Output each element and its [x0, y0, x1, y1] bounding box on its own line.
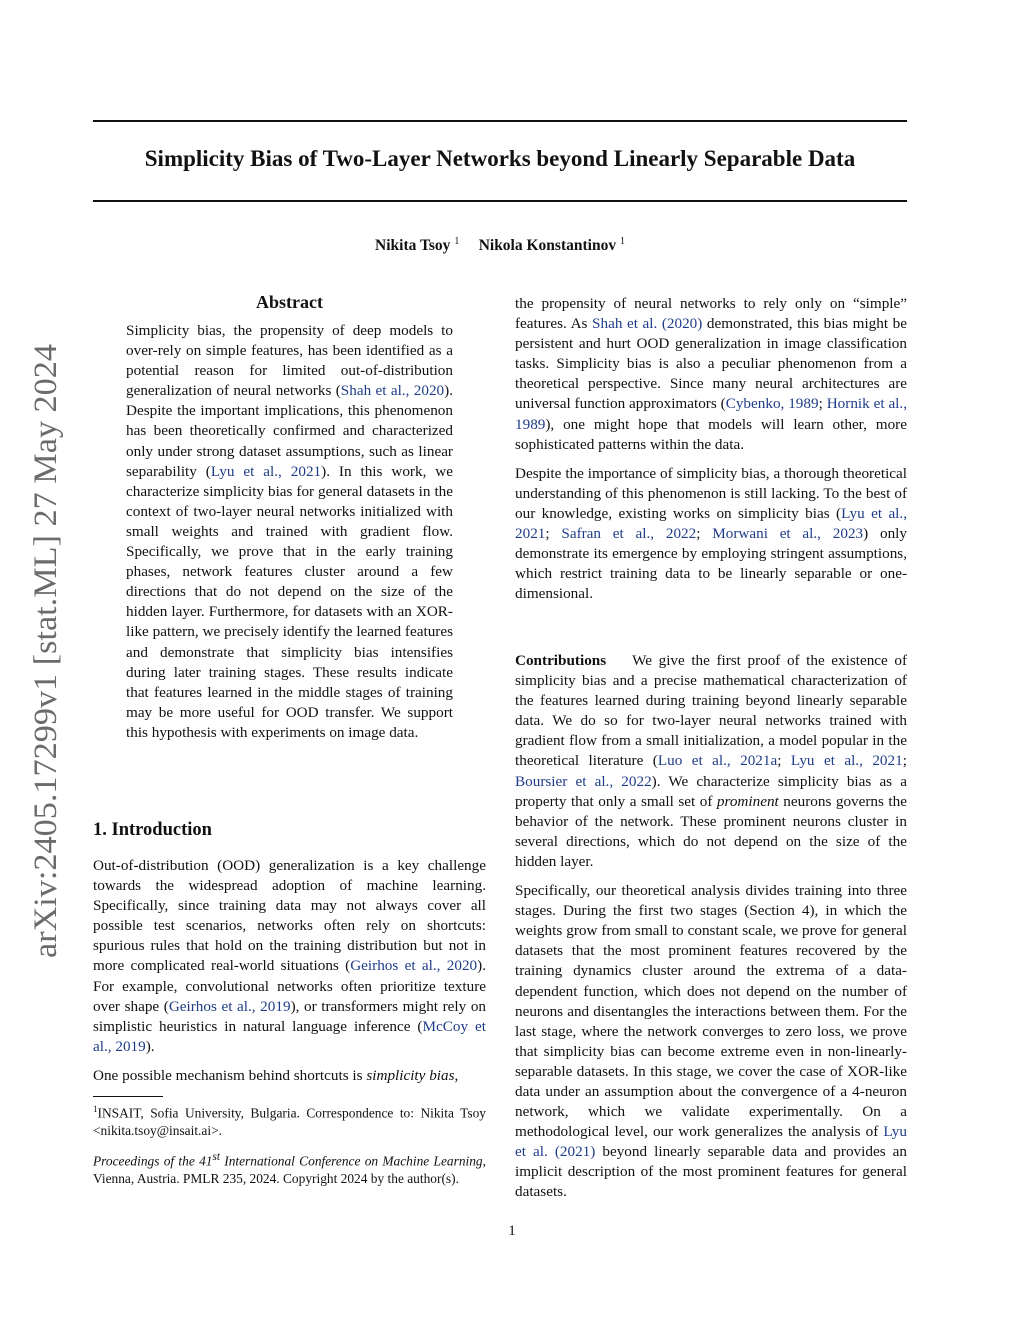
emphasis-text: simplicity bias	[366, 1066, 455, 1084]
intro-text: Out-of-distribution (OOD) generalization is a key challenge towards the widespread adoption of machine learning. Specifically, since training data may not always cover all possible test scenarios, networks often rely on shortcuts: spurious rules that hold on the training distribution but not in more complicated real-world situations (	[93, 857, 486, 975]
body-text: the propensity of neural networks to rely only on “simple” features. As	[515, 295, 907, 333]
body-text: demonstrated, this bias might be persistent and hurt OOD generalization in image classification tasks. Simplicity bias is also a peculiar phenomenon from a theoretical perspective. Since many neural architectures are universal function approximators (	[515, 315, 907, 413]
author-affiliation-mark: 1	[619, 236, 625, 247]
citation-link[interactable]: Lyu et al., 2021	[790, 752, 903, 770]
abstract-heading: Abstract	[256, 292, 323, 312]
citation-link[interactable]: Geirhos et al., 2020	[350, 957, 478, 975]
intro-text: One possible mechanism behind shortcuts is	[93, 1066, 367, 1084]
proceedings-note	[93, 1148, 486, 1188]
citation-link[interactable]: McCoy et al., 2019	[93, 1017, 486, 1055]
intro-paragraph	[93, 856, 486, 1057]
contributions-heading: Contributions	[515, 652, 607, 669]
body-paragraph	[515, 294, 907, 455]
author-name: Nikola Konstantinov	[478, 237, 617, 255]
body-text: ). We characterize simplicity bias as a property that only a small set of	[515, 772, 907, 810]
citation-link[interactable]: Boursier et al., 2022	[515, 772, 652, 790]
body-text: ) only demonstrate its emergence by employing stringent assumptions, which restrict training data to be linearly separable or one-dimensional.	[515, 525, 907, 603]
body-paragraph	[515, 651, 907, 872]
intro-paragraph	[93, 1066, 486, 1086]
body-text: neurons governs the behavior of the network. These prominent neurons cluster in several directions, which do not depend on the size of the hidden layer.	[515, 792, 907, 870]
body-text: We give the first proof of the existence of simplicity bias and a precise mathematical characterization of the features learned during training beyond linearly separable data. We do so for two-layer neural networks trained with gradient flow from a small initialization, a model popular in the theoretical literature (	[515, 652, 908, 770]
citation-link[interactable]: Morwani et al., 2023	[712, 525, 864, 543]
body-text: ;	[777, 752, 791, 770]
page-number: 1	[508, 1223, 516, 1239]
proceedings-text: , Vienna, Austria. PMLR 235, 2024. Copyright 2024 by the author(s).	[93, 1153, 486, 1187]
citation-link[interactable]: Lyu et al., 2021	[515, 504, 907, 543]
emphasis-text: prominent	[716, 792, 779, 810]
paper-title: Simplicity Bias of Two-Layer Networks beyond Linearly Separable Data	[144, 146, 856, 171]
citation-link[interactable]: Lyu et al., 2021	[210, 462, 322, 480]
footnote-text: INSAIT, Sofia University, Bulgaria. Correspondence to: Nikita Tsoy <nikita.tsoy@insait.ai>.	[93, 1105, 486, 1139]
footnote-mark: 1	[93, 1104, 98, 1114]
intro-text: ), or transformers might rely on simplistic heuristics in natural language inference (	[93, 997, 487, 1035]
proceedings-text: Proceedings of the	[93, 1153, 200, 1169]
intro-text: ).	[145, 1037, 155, 1055]
body-text: ), one might hope that models will learn other, more sophisticated patterns within the data.	[515, 415, 907, 453]
contributions-body	[515, 651, 907, 1203]
abstract-paragraph	[126, 321, 453, 743]
arxiv-stamp-svg	[14, 338, 74, 958]
body-paragraph	[515, 881, 907, 1203]
author-affiliation-mark: 1	[454, 236, 460, 247]
abstract-body	[126, 321, 453, 743]
body-text: Specifically, our theoretical analysis divides training into three stages. During the first two stages (Section 4), in which the weights grow from small to constant scale, we prove for general datasets that the most prominent features recovered by the training dynamics cluster around the extrema of a data-dependent function, which does not depend on the number of neurons and disentangles the interactions between them. For the last stage, where the network converges to zero loss, we prove that simplicity bias can become extreme even in non-linearly-separable datasets. In this stage, we cover the case of XOR-like data under an assumption about the convergence of a 4-neuron network, which we validate experimentally. On a methodological level, our work generalizes the analysis of	[515, 882, 907, 1141]
citation-link[interactable]: Cybenko, 1989	[725, 395, 819, 413]
body-text: beyond linearly separable data and provides an implicit description of the most prominent features for general datasets.	[515, 1143, 908, 1201]
title-top-rule	[93, 120, 907, 122]
body-paragraph	[515, 464, 907, 605]
body-text: ;	[902, 752, 907, 770]
footnote-rule	[93, 1096, 163, 1097]
intro-text: ,	[454, 1066, 459, 1084]
arxiv-stamp-text: arXiv:2405.17299v1 [stat.ML] 27 May 2024	[28, 365, 64, 958]
body-text: ;	[545, 525, 562, 543]
abstract-text: Simplicity bias, the propensity of deep models to over-rely on simple features, has been identified as a potential reason for limited out-of-distribution generalization of neural networks (	[126, 322, 453, 400]
citation-link[interactable]: Safran et al., 2022	[561, 525, 697, 543]
introduction-body	[93, 856, 486, 1086]
proceedings-ordinal: 41	[199, 1153, 213, 1169]
author-list	[93, 236, 907, 255]
abstract-text: ). Despite the important implications, this phenomenon has been theoretically confirmed and characterized only under strong dataset assumptions, such as linear separability (	[126, 382, 453, 480]
body-text: ;	[696, 525, 713, 543]
citation-link[interactable]: Geirhos et al., 2019	[168, 997, 291, 1015]
citation-link[interactable]: Shah et al., 2020	[340, 382, 445, 400]
body-text: ;	[818, 395, 827, 413]
citation-link[interactable]: Shah et al. (2020)	[592, 315, 703, 333]
citation-link[interactable]: Hornik et al., 1989	[515, 395, 907, 433]
abstract-text: ). In this work, we characterize simplicity bias for general datasets in the context of two-layer neural networks initialized with small weights and trained with gradient flow. Specifically, we prove that in the early training phases, network features cluster around a few directions that do not depend on the size of the hidden layer. Furthermore, for datasets with an XOR-like pattern, we precisely identify the learned features and demonstrate that simplicity bias intensifies during later training stages. These results indicate that features learned in the middle stages of training may be more useful for OOD transfer. We support this hypothesis with experiments on image data.	[126, 462, 453, 741]
citation-link[interactable]: Lyu et al. (2021)	[515, 1123, 907, 1161]
author-name: Nikita Tsoy	[375, 237, 451, 255]
proceedings-ordinal-suffix: st	[212, 1151, 220, 1163]
affiliation-footnote	[93, 1100, 486, 1140]
intro-text: ). For example, convolutional networks often prioritize texture over shape (	[93, 957, 486, 1015]
title-bottom-rule	[93, 200, 907, 202]
citation-link[interactable]: Luo et al., 2021a	[657, 752, 778, 770]
section-heading-introduction: 1. Introduction	[93, 820, 212, 840]
arxiv-stamp	[14, 338, 74, 958]
right-column-body	[515, 294, 907, 604]
proceedings-text: International Conference on Machine Learning	[219, 1153, 483, 1169]
body-text: Despite the importance of simplicity bias, a thorough theoretical understanding of this phenomenon is still lacking. To the best of our knowledge, existing works on simplicity bias (	[515, 464, 907, 522]
